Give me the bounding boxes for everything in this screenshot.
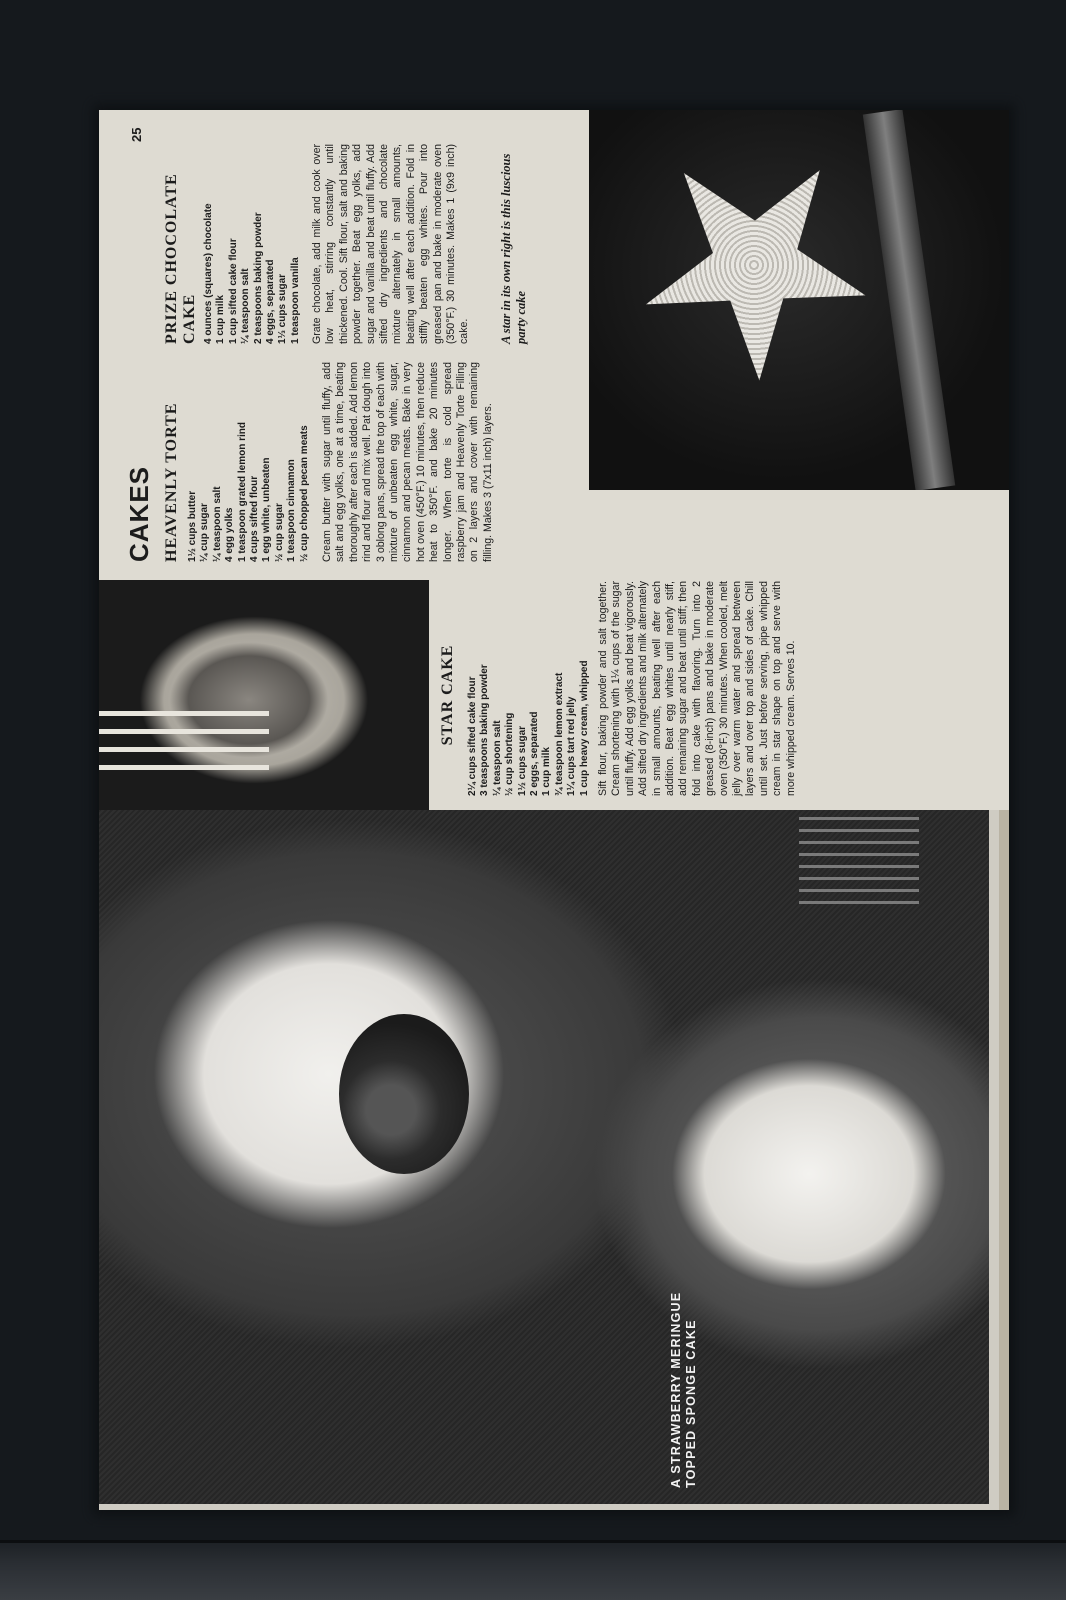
ingredient: 1 egg white, unbeaten [261, 457, 273, 562]
ingredient: 1½ cups sugar [516, 725, 528, 796]
ingredient: 2¼ cups sifted cake flour [467, 676, 478, 796]
page-number: 25 [129, 127, 144, 142]
ingredient: 4 egg yolks [224, 507, 236, 562]
candles-image [99, 700, 269, 770]
heavenly-torte-method: Cream butter with sugar until fluffy, add salt and egg yolks, one at a time, beating thoroughly after each is added. Add lemon rind and flour and mix well. Pat dough into 3 oblong pans, spread the top of each with mixture of unbeaten egg white, sugar, cinnamon and pecan meats. Bake in very hot oven (450°F.) 10 minutes, then reduce heat to 350°F. and bake 20 minutes longer. When torte is cold spread raspberry jam and Heavenly Torte Filling on 2 layers and cover with remaining filling. Makes 3 (7x11 inch) layers. [321, 362, 494, 562]
strawberries-image [339, 1014, 469, 1174]
forks-image [799, 810, 919, 904]
section-title: CAKES [124, 465, 154, 562]
cake-plate-image [863, 110, 955, 490]
tray-edge [0, 1540, 1066, 1600]
ingredient: ¼ teaspoon salt [491, 720, 503, 796]
left-page [99, 810, 1009, 1510]
ingredient: ¼ cup sugar [199, 503, 211, 562]
ingredient: 4 cups sifted flour [249, 475, 261, 562]
ingredient: 3 teaspoons baking powder [479, 664, 491, 796]
photo-caption-star: A star in its own right is this luscious party cake [499, 153, 528, 344]
ingredient: 1 cup milk [215, 295, 227, 344]
heavenly-torte-ingredients [187, 362, 311, 562]
ingredient: ¼ teaspoon salt [211, 486, 223, 562]
ingredient: 1¼ cups tart red jelly [566, 696, 578, 796]
strawberry-meringue-cake-photo [99, 810, 989, 1504]
right-page [99, 110, 1009, 810]
ingredient: 1 cup sifted cake flour [227, 238, 239, 344]
ingredient: 2 teaspoons baking powder [252, 212, 264, 344]
ingredient: 4 ounces (squares) chocolate [203, 203, 214, 344]
heavenly-torte-title: HEAVENLY TORTE [163, 402, 180, 562]
ingredient: 1⅓ cups sugar [277, 273, 289, 344]
ingredient: 1 cup milk [541, 747, 553, 796]
prize-chocolate-cake-method: Grate chocolate, add milk and cook over low heat, stirring constantly until thickened. Cool. Sift flour, salt and baking powder together. Beat egg yolks, add sugar and vanilla and beat until fluffy. Add sifted dry ingredients and chocolate mixture alternately in small amounts, beating well after each addition. Fold in stiffly beaten egg whites. Pour into greased pan and bake in moderate oven (350°F.) 30 minutes. Makes 1 (9x9 inch) cake. [311, 144, 471, 344]
ingredient: ¼ teaspoon salt [240, 268, 252, 344]
star-cake-title: STAR CAKE [439, 644, 456, 746]
ingredient: 1 teaspoon cinnamon [286, 459, 298, 562]
cookbook-spread [99, 110, 1009, 1510]
ingredient: 2 eggs, separated [529, 711, 541, 796]
ingredient: ½ cup sugar [273, 503, 285, 562]
ingredient: 1½ cups butter [187, 490, 198, 562]
ingredient: 1 cup heavy cream, whipped [578, 660, 590, 796]
prize-chocolate-cake-ingredients [203, 144, 302, 344]
heavenly-torte-photo [99, 580, 429, 810]
star-cake-ingredients [467, 581, 591, 796]
ingredient: 1 teaspoon vanilla [289, 257, 301, 344]
ingredient: 4 eggs, separated [265, 259, 277, 344]
photo-caption-strawberry: A STRAWBERRY MERINGUE TOPPED SPONGE CAKE [669, 1291, 698, 1488]
star-cake-method: Sift flour, baking powder and salt together. Cream shortening with 1¼ cups of the sugar until fluffy. Add egg yolks and beat vigorously. Add sifted dry ingredients and milk alternately in small amounts, beating well after each addition. Beat egg whites until nearly stiff, add remaining sugar and beat until stiff; then fold into cake with flavoring. Turn into 2 greased (8-inch) pans and bake in moderate oven (350°F.) 30 minutes. When cooled, melt jelly over warm water and spread between layers and over top and sides of cake. Chill until set. Just before serving, pipe whipped cream in star shape on top and serve with more whipped cream. Serves 10. [597, 581, 797, 796]
ingredient: 1 teaspoon grated lemon rind [236, 421, 248, 562]
ingredient: ½ cup chopped pecan meats [298, 425, 310, 562]
star-party-cake-photo [589, 110, 1009, 490]
star-cake-image [607, 118, 902, 413]
ingredient: ½ cup shortening [504, 712, 516, 796]
prize-chocolate-cake-title: PRIZE CHOCOLATE CAKE [163, 173, 198, 344]
ingredient: ¾ teaspoon lemon extract [553, 672, 565, 796]
